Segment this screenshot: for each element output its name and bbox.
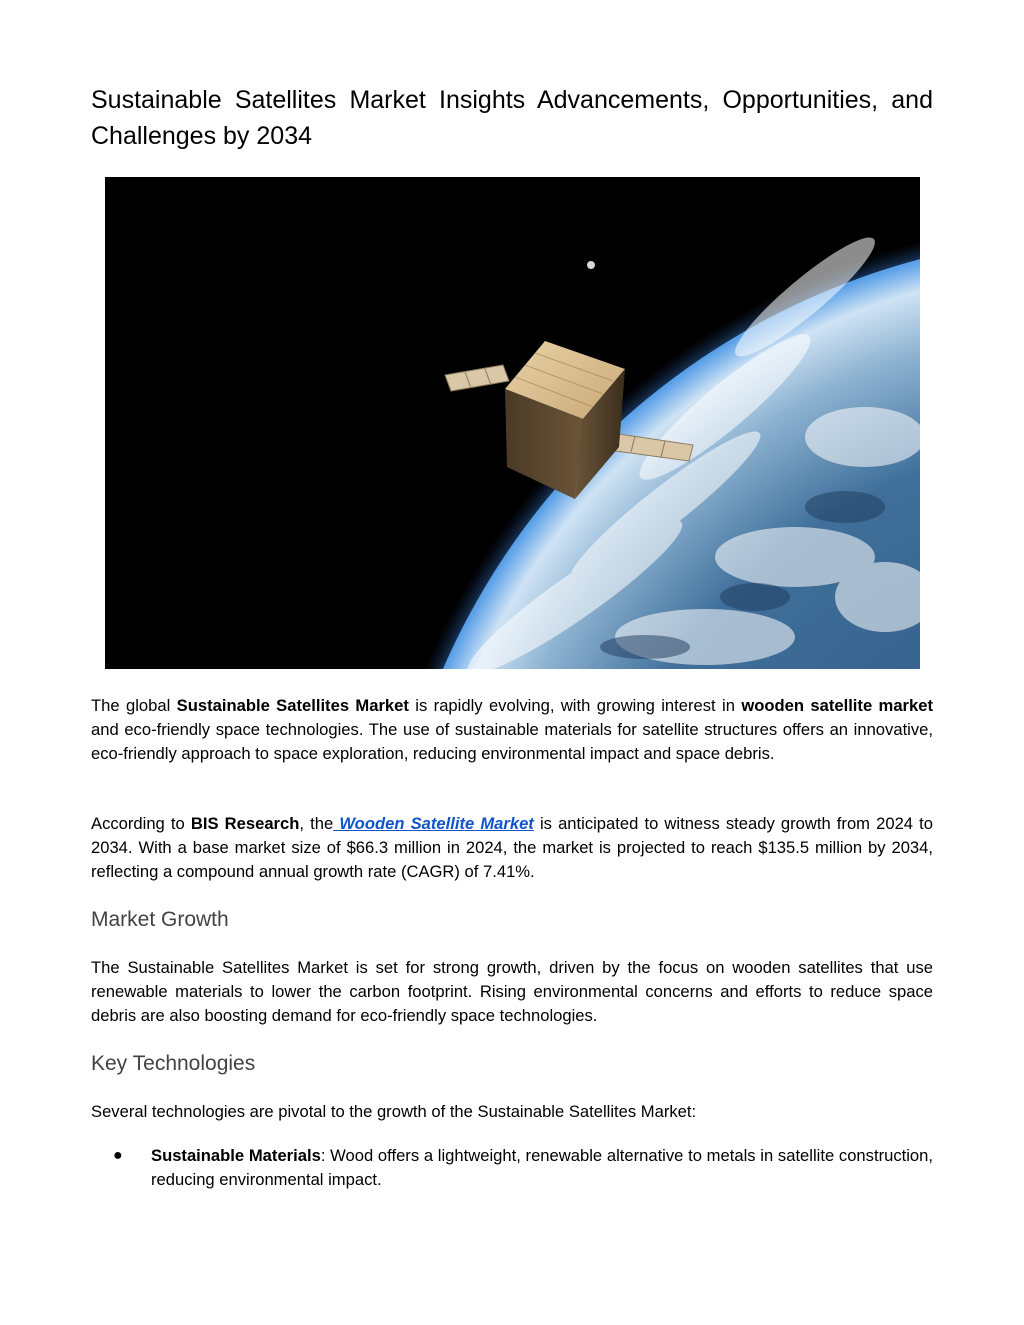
market-growth-paragraph: The Sustainable Satellites Market is set for strong growth, driven by the focus on wooden satellites that use renewable materials to lower the carbon footprint. Rising environmental concerns and efforts to reduce space debris are also boosting demand for eco-friendly space technologies. [91, 958, 933, 1025]
bold-bis-research: BIS Research [190, 814, 300, 833]
research-paragraph: According to BIS Research, the Wooden Satellite Market is anticipated to witness steady growth from 2024 to 2034. With a base market size of $66.3 million in 2024, the market is projected to reach $135.5 million by 2034, reflecting a compound annual growth rate (CAGR) of 7.41%. [91, 814, 933, 881]
document-title: Sustainable Satellites Market Insights Advancements, Opportunities, and Challenges by 2034 [91, 86, 933, 150]
market-growth-heading: Market Growth [91, 908, 229, 931]
key-technologies-intro: Several technologies are pivotal to the growth of the Sustainable Satellites Market: [91, 1102, 697, 1121]
list-item: Sustainable Materials: Wood offers a lightweight, renewable alternative to metals in satellite construction, reducing environmental impact. [151, 1146, 933, 1189]
bold-sustainable-satellites-market: Sustainable Satellites Market [176, 696, 409, 715]
bold-wooden-satellite-market: wooden satellite market [741, 696, 933, 715]
list-bullet: ● [113, 1147, 123, 1164]
hero-image-wooden-satellite [105, 177, 920, 669]
intro-paragraph: The global Sustainable Satellites Market is rapidly evolving, with growing interest in wooden satellite market and eco-friendly space technologies. The use of sustainable materials for satellite structures offers an innovative, eco-friendly approach to space exploration, reducing environmental impact and space debris. [91, 696, 933, 763]
wooden-satellite-market-link[interactable]: Wooden Satellite Market [333, 814, 534, 833]
bold-sustainable-materials: Sustainable Materials [151, 1146, 321, 1165]
key-technologies-heading: Key Technologies [91, 1052, 256, 1075]
